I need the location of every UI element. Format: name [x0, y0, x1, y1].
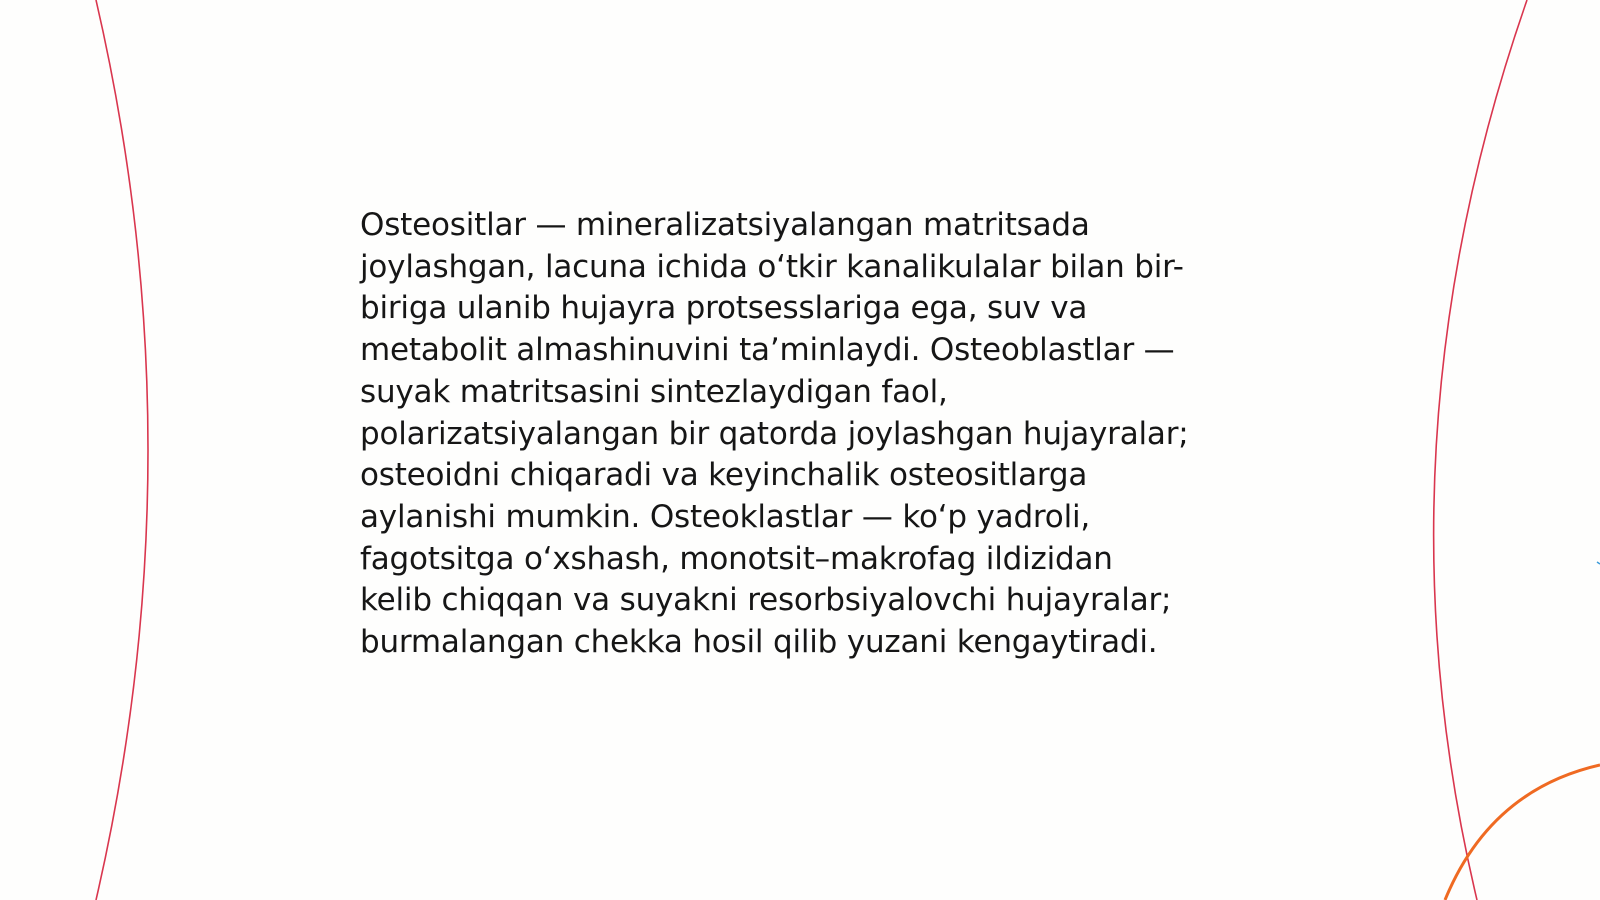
text-line: aylanishi mumkin. Osteoklastlar — koʻp yadroli, [360, 498, 1091, 535]
text-line: metabolit almashinuvini ta’minlaydi. Osteoblastlar — [360, 332, 1175, 369]
text-line: suyak matritsasini sintezlaydigan faol, [360, 373, 948, 410]
text-line: kelib chiqqan va suyakni resorbsiyalovchi hujayralar; [360, 582, 1172, 619]
left-curve [96, 0, 148, 900]
text-line: biriga ulanib hujayra protsesslariga ega, suv va [360, 290, 1088, 327]
text-line: joylashgan, lacuna ichida oʻtkir kanalikulalar bilan bir- [360, 248, 1184, 285]
text-line: osteoidni chiqaradi va keyinchalik osteositlarga [360, 457, 1088, 494]
text-line: burmalangan chekka hosil qilib yuzani kengaytiradi. [360, 624, 1158, 661]
body-paragraph [360, 205, 1260, 664]
text-line: fagotsitga oʻxshash, monotsit–makrofag ildizidan [360, 540, 1113, 577]
orange-arc [1445, 765, 1600, 900]
right-curve [1434, 0, 1527, 900]
text-line: Osteositlar — mineralizatsiyalangan matritsada [360, 207, 1090, 243]
text-line: polarizatsiyalangan bir qatorda joylashgan hujayralar; [360, 415, 1189, 452]
